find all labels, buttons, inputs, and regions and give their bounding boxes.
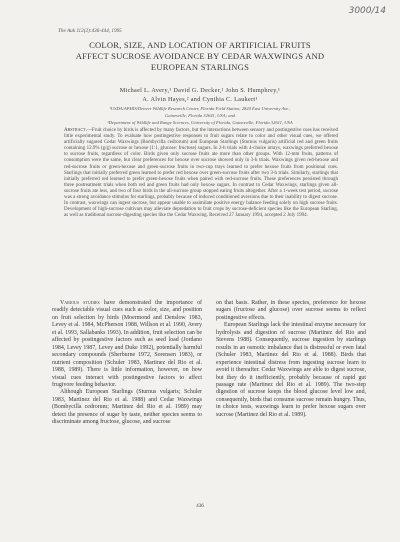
- paragraph: Although European Starlings (Sturnus vulgaris; Schuler 1983, Martinez del Rio et al. 1988) and Cedar Waxwings (Bombycilla cedrorum; Martinez del Rio et al. 1989) may detect the presence of sugar by taste, neither species seems to discriminate among fructose, glucose, and sucrose: [52, 389, 202, 426]
- body-column-right: [216, 300, 366, 419]
- affiliation-line: Gainesville, Florida 32641, USA; and: [164, 113, 236, 118]
- paragraph: European Starlings lack the intestinal enzyme necessary for hydrolysis and digestion of sucrose (Martinez del Rio and Stevens 1988). Consequently, sucrose ingestion by starlings results in an osmotic imbalance that is distressful or even fatal (Schuler 1983, Martinez del Rio et al. 1988). Birds that experience intestinal distress from ingesting sucrose learn to avoid it thereafter. Cedar Waxwings are able to digest sucrose, but they do it inefficiently, probably because of rapid gut passage rate (Martinez del Rio et al. 1989). The two-step digestion of sucrose keeps the blood glucose level low and, consequently, birds that consume sucrose remain hungry. Thus, in choice tests, waxwings learn to prefer hexose sugars over sucrose (Martinez del Rio et al. 1989).: [216, 322, 366, 418]
- title-line: EUROPEAN STARLINGS: [150, 61, 250, 72]
- affiliations: [42, 105, 358, 126]
- abstract-heading: Abstract.: [64, 128, 87, 133]
- paragraph-lead: Various studies: [60, 300, 100, 306]
- title-line: COLOR, SIZE, AND LOCATION OF ARTIFICIAL FRUITS: [89, 40, 311, 50]
- paragraph: on that basis. Rather, in these species, preference for hexose sugars (fructose and glucose) over sucrose seems to reflect postingestive effects.: [216, 300, 366, 321]
- body-column-left: [52, 300, 202, 427]
- title-line: AFFECT SUCROSE AVOIDANCE BY CEDAR WAXWINGS AND: [75, 50, 325, 61]
- paragraph: [52, 300, 202, 389]
- author-line: Michael L. Avery,¹ David G. Decker,¹ John S. Humphrey,¹: [119, 87, 281, 94]
- handwritten-note: 3000/14: [348, 6, 386, 16]
- affiliation-line: ¹USDA/APHIS/Denver Wildlife Research Center, Florida Field Station, 2820 East University Ave.,: [109, 106, 291, 111]
- journal-citation: The Auk 112(2):436-444, 1995: [58, 28, 122, 34]
- abstract-text: —Fruit choice by birds is affected by many factors, but the interactions between sensory and postingestive cues has received little experimental study. To evaluate how postingestive responses to fruit sugars relate to color and other visual cues, we offered artificially sugared Cedar Waxwings (Bombycilla cedrorum) and European Starlings (Sturnus vulgaris) artificial red and green fruits containing 12.9% (g/g) sucrose or hexose (1:1, glucose: fructose) sugars. In 2-h trials with 4-choice arrays, waxwings preferred hexose to sucrose fruits, regardless of color. Birds given only sucrose fruits ate more than other groups. With 12-mm fruits, patterns of consumption were the same, but clear preferences for hexose over sucrose showed only in 3-h trials. Waxwings given red-hexose and red-sucrose fruits or green-hexose and green-sucrose fruits in two-cup trays learned to prefer hexose fruits from positional cues. Starlings that initially preferred green learned to prefer red hexose over green-sucrose fruits after two 3-h trials. Similarly, starlings that initially preferred red learned to prefer green-hexose fruits when paired with red-sucrose fruits. These preferences persisted through three postreatment trials when both red and green fruits had only hexose sugars. In contrast to Cedar Waxwings, starlings given all-sucrose fruits ate less, and two of four birds in the all-sucrose group stopped eating fruits altogether. After a 1-week test period, sucrose was a strong avoidance stimulus for starlings, probably because of induced conditioned aversions due to their inability to digest sucrose. In contrast, waxwings can ingest sucrose, but appear unable to assimilate positive energy balance feeding solely on high sucrose fruits. Development of high-sucrose cultivars may alleviate depredation to fruit crops by sucrose-deficient species like the European Starling, as well as traditional sucrose-digesting species like the Cedar Waxwing. Received 27 January 1994, accepted 2 July 1994.: [64, 128, 338, 219]
- abstract: [64, 128, 338, 219]
- paragraph-text: have demonstrated the importance of readily detectable visual cues such as color, size, and position on fruit selection by birds (Moermond and Denslow 1983, Levey et al. 1984, McPherson 1988, Willson et al. 1990, Avery et al. 1993, Sallabanks 1993). In addition, fruit selection can be affected by postingestive factors such as seed load (Jordano 1984, Levey 1987, Levey and Duke 1992), potentially harmful secondary compounds (Sherburne 1972, Sorensen 1983), or nutrient composition (Schuler 1983, Martinez del Rio et al. 1988, 1989). There is little information, however, on how visual cues interact with postingestive factors to affect frugivore feeding behavior.: [52, 300, 202, 388]
- article-title: [30, 40, 370, 72]
- page-number: 436: [196, 503, 204, 509]
- author-line: A. Alvin Hayes,² and Cynthia C. Laukert¹: [142, 96, 258, 103]
- affiliation-line: ²Department of Wildlife and Range Sciences, University of Florida, Gainesville, Florida 32611, USA: [107, 120, 293, 125]
- author-list: [40, 86, 360, 104]
